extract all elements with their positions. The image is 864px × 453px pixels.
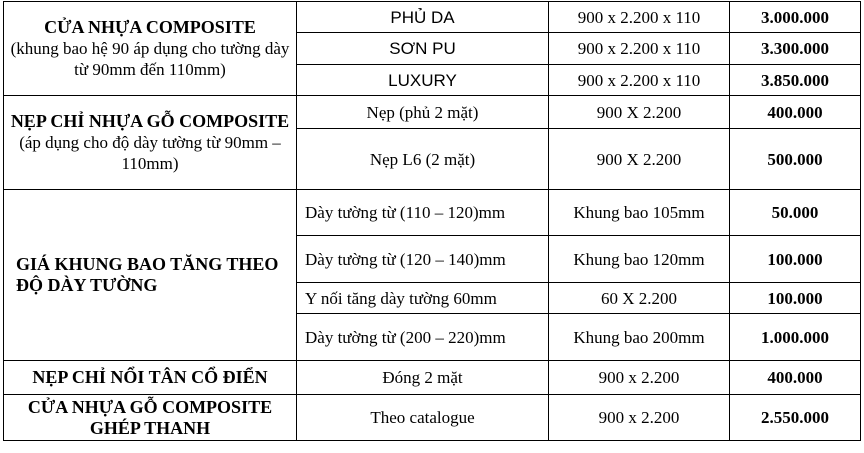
item-cell: Dày tường từ (200 – 220)mm	[297, 314, 549, 361]
item-cell: SƠN PU	[297, 33, 549, 65]
price-cell: 3.300.000	[730, 33, 861, 65]
spec-cell: Khung bao 120mm	[549, 236, 730, 283]
item-cell: Dày tường từ (110 – 120)mm	[297, 190, 549, 236]
spec-cell: 900 x 2.200	[549, 395, 730, 441]
table-row	[4, 2, 861, 33]
price-cell: 100.000	[730, 236, 861, 283]
spec-cell: Khung bao 200mm	[549, 314, 730, 361]
spec-cell: 900 x 2.200	[549, 361, 730, 395]
group-title: NẸP CHỈ NHỰA GỖ COMPOSITE	[10, 111, 290, 131]
group-wood-trim	[4, 96, 297, 190]
group-title: CỬA NHỰA GỖ COMPOSITE GHÉP THANH	[27, 396, 273, 438]
item-cell: PHỦ DA	[297, 2, 549, 33]
table-row	[4, 190, 861, 236]
group-frame-increase	[4, 190, 297, 361]
price-cell: 2.550.000	[730, 395, 861, 441]
price-cell: 3.850.000	[730, 65, 861, 96]
spec-cell: 900 x 2.200 x 110	[549, 33, 730, 65]
group-title: GIÁ KHUNG BAO TĂNG THEO ĐỘ DÀY TƯỜNG	[16, 254, 279, 295]
spec-cell: 60 X 2.200	[549, 283, 730, 314]
item-cell: Nẹp L6 (2 mặt)	[297, 129, 549, 190]
item-cell: Nẹp (phủ 2 mặt)	[297, 96, 549, 129]
spec-cell: 900 x 2.200 x 110	[549, 65, 730, 96]
group-classic-trim	[4, 361, 297, 395]
price-cell: 100.000	[730, 283, 861, 314]
item-cell: Đóng 2 mặt	[297, 361, 549, 395]
spec-cell: 900 X 2.200	[549, 129, 730, 190]
spec-cell: 900 X 2.200	[549, 96, 730, 129]
spec-cell: 900 x 2.200 x 110	[549, 2, 730, 33]
price-cell: 50.000	[730, 190, 861, 236]
group-title: NẸP CHỈ NỔI TÂN CỔ ĐIỂN	[32, 367, 268, 387]
spec-cell: Khung bao 105mm	[549, 190, 730, 236]
group-title: CỬA NHỰA COMPOSITE	[44, 17, 256, 37]
item-cell: Y nối tăng dày tường 60mm	[297, 283, 549, 314]
price-cell: 400.000	[730, 96, 861, 129]
price-cell: 400.000	[730, 361, 861, 395]
table-row	[4, 96, 861, 129]
group-composite-door	[4, 2, 297, 96]
table-row	[4, 395, 861, 441]
group-panel-door	[4, 395, 297, 441]
item-cell: Theo catalogue	[297, 395, 549, 441]
group-note: (áp dụng cho độ dày tường từ 90mm – 110mm)	[19, 133, 281, 173]
group-note: (khung bao hệ 90 áp dụng cho tường dày từ 90mm đến 110mm)	[10, 39, 290, 79]
price-cell: 3.000.000	[730, 2, 861, 33]
item-cell: Dày tường từ (120 – 140)mm	[297, 236, 549, 283]
price-cell: 500.000	[730, 129, 861, 190]
item-cell: LUXURY	[297, 65, 549, 96]
price-cell: 1.000.000	[730, 314, 861, 361]
table-row	[4, 361, 861, 395]
price-table	[3, 1, 861, 441]
